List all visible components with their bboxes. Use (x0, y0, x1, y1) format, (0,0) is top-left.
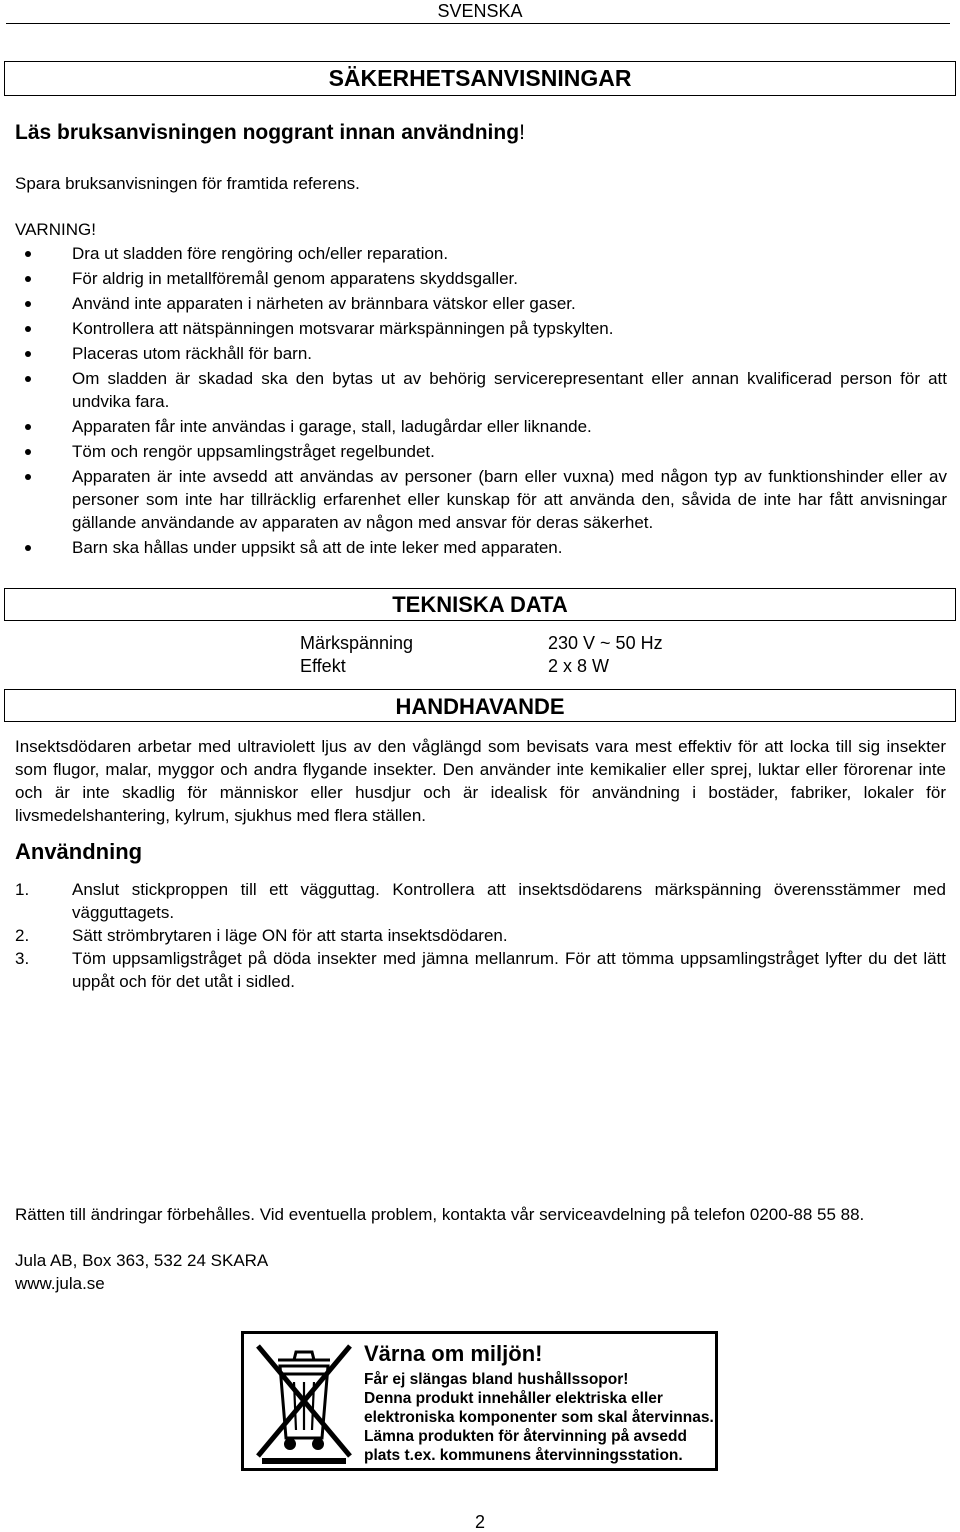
intro-title-mark: ! (519, 121, 525, 144)
warning-text: För aldrig in metallföremål genom apparatens skyddsgaller. (72, 269, 519, 288)
warning-item (15, 317, 947, 340)
intro-title-text: Läs bruksanvisningen noggrant innan användning (15, 121, 520, 144)
warning-text: Placeras utom räckhåll för barn. (72, 344, 312, 363)
bullet-icon (25, 351, 31, 357)
bullet-icon (25, 276, 31, 282)
header-language: SVENSKA (437, 1, 523, 21)
intro-subtitle: Spara bruksanvisningen för framtida referens. (15, 174, 360, 193)
environment-lines (364, 1370, 714, 1465)
warning-text: Kontrollera att nätspänningen motsvarar märkspänningen på typskylten. (72, 319, 614, 338)
bullet-icon (25, 449, 31, 455)
warning-item (15, 440, 947, 463)
environment-notice-box (241, 1331, 718, 1471)
environment-line: Lämna produkten för återvinning på avsedd (364, 1428, 687, 1445)
header-divider (6, 23, 950, 24)
usage-step (15, 924, 946, 947)
footer-address: Jula AB, Box 363, 532 24 SKARA (15, 1251, 269, 1270)
tech-heading-box (4, 588, 956, 621)
warning-text: Dra ut sladden före rengöring och/eller reparation. (72, 244, 449, 263)
bullet-icon (25, 301, 31, 307)
step-number: 2. (15, 926, 30, 945)
bullet-icon (25, 376, 31, 382)
warning-text: Töm och rengör uppsamlingstråget regelbundet. (72, 442, 435, 461)
spec-label: Märkspänning (300, 633, 414, 653)
operation-heading: HANDHAVANDE (395, 694, 565, 719)
environment-line: Denna produkt innehåller elektriska eller (364, 1390, 663, 1407)
operation-heading-box (4, 689, 956, 722)
warning-item (15, 536, 947, 559)
warning-list (15, 242, 947, 559)
environment-line: elektroniska komponenter som skal återvinnas. (364, 1409, 714, 1426)
warning-item (15, 242, 947, 265)
warning-label: VARNING! (15, 220, 96, 239)
spec-value: 2 x 8 W (548, 656, 610, 676)
operation-paragraph: Insektsdödaren arbetar med ultraviolett ljus av den våglängd som bevisats vara mest effektiv för att locka till sig insekter som flugor, malar, myggor och andra flygande insekter. Den använder inte kemikalier eller sprej, luktar eller förorenar inte och är inte skadlig för människor eller husdjur och är idealisk för användning i bostäder, fabriker, lokaler för livsmedelshantering, kylrum, sjukhus med flera ställen. (15, 737, 946, 825)
tech-heading: TEKNISKA DATA (392, 592, 568, 617)
warning-item (15, 292, 947, 315)
warning-item (15, 267, 947, 290)
environment-title: Värna om miljön! (364, 1341, 543, 1366)
spec-label: Effekt (300, 656, 346, 676)
step-text: Töm uppsamligstråget på döda insekter med jämna mellanrum. För att tömma uppsamlingstråget lyfter du det lätt uppåt och för det utåt i sidled. (72, 949, 946, 991)
bullet-icon (25, 474, 31, 480)
warning-text: Om sladden är skadad ska den bytas ut av behörig servicerepresentant eller annan kvalificerad person för att undvika fara. (72, 369, 947, 411)
environment-line: Får ej slängas bland hushållssopor! (364, 1371, 629, 1388)
usage-step (15, 878, 946, 924)
warning-item (15, 415, 947, 438)
footer-website[interactable]: www.jula.se (15, 1274, 105, 1293)
page-number: 2 (474, 1512, 485, 1532)
warning-text: Apparaten är inte avsedd att användas av personer (barn eller vuxna) med någon typ av funktionshinder eller av personer som inte har tillräcklig erfarenhet eller kunskap för att använda den, såvida de inte har fått anvisningar gällande användande av apparaten av någon med ansvar för deras säkerhet. (72, 467, 947, 532)
usage-heading: Användning (15, 839, 143, 864)
step-text: Anslut stickproppen till ett vägguttag. Kontrollera att insektsdödarens märkspänning överensstämmer med vägguttagets. (72, 880, 946, 922)
bullet-icon (25, 545, 31, 551)
spec-value: 230 V ~ 50 Hz (548, 633, 663, 653)
safety-heading-box (4, 61, 956, 96)
step-number: 1. (15, 880, 30, 899)
step-text: Sätt strömbrytaren i läge ON för att starta insektsdödaren. (72, 926, 508, 945)
warning-item (15, 465, 947, 534)
warning-text: Apparaten får inte användas i garage, stall, ladugårdar eller liknande. (72, 417, 592, 436)
bullet-icon (25, 424, 31, 430)
bullet-icon (25, 251, 31, 257)
usage-step (15, 947, 946, 993)
warning-item (15, 342, 947, 365)
environment-line: plats t.ex. kommunens återvinningsstation. (364, 1447, 683, 1464)
step-number: 3. (15, 949, 30, 968)
footer-notice: Rätten till ändringar förbehålles. Vid eventuella problem, kontakta vår serviceavdelning på telefon 0200-88 55 88. (15, 1205, 865, 1224)
warning-text: Barn ska hållas under uppsikt så att de inte leker med apparaten. (72, 538, 563, 557)
crossed-out-wheelie-bin-icon (250, 1338, 358, 1466)
usage-steps (15, 878, 946, 993)
bullet-icon (25, 326, 31, 332)
warning-text: Använd inte apparaten i närheten av brännbara vätskor eller gaser. (72, 294, 576, 313)
warning-item (15, 367, 947, 413)
safety-heading: SÄKERHETSANVISNINGAR (328, 65, 632, 91)
intro-title (15, 120, 525, 146)
